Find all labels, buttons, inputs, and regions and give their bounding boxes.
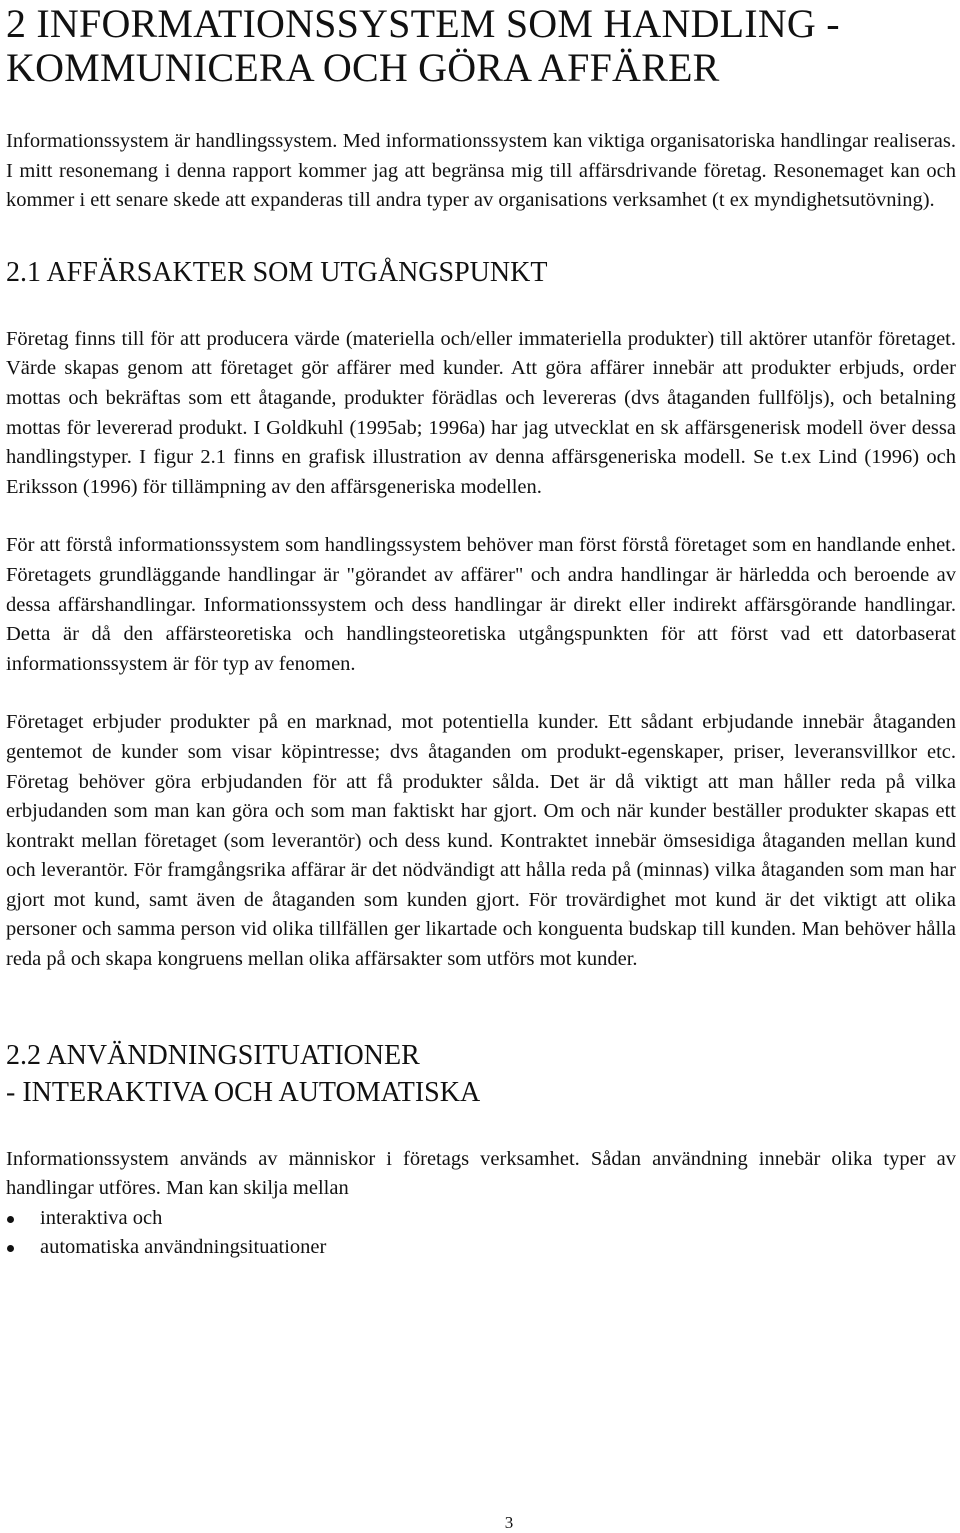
section-2-1-paragraph-1: Företag finns till för att producera värde (materiella och/eller immateriella produkter) till aktörer utanför företaget. Värde skapas genom att företaget gör affärer med kunder. Att göra affärer innebär att produkter erbjuds, order mottas och bekräftas som ett åtagande, produkter förädlas och levereras (dvs åtaganden fullföljs), och betalning mottas för levererad produkt. I Goldkuhl (1995ab; 1996a) har jag utvecklat en sk affärsgenerisk modell över dessa handlingstyper. I figur 2.1 finns en grafisk illustration av denna affärsgeneriska modell. Se t.ex Lind (1996) och Eriksson (1996) för tillämpning av den affärsgeneriska modellen. — [6, 327, 956, 498]
section-2-1-heading-text: 2.1 AFFÄRSAKTER SOM UTGÅNGSPUNKT — [6, 256, 548, 288]
section-2-1-paragraph-2: För att förstå informationssystem som handlingssystem behöver man först förstå företaget som en handlande enhet. Företagets grundläggande handlingar är "görandet av affärer" och andra handlingar är härledda och beroende av dessa affärshandlingar. Informationssystem och dess handlingar är direkt eller indirekt affärsgörande handlingar. Detta är då den affärsteoretiska och handlingsteoretiska utgångspunkten för att först vad ett datorbaserat informationssystem är för typ av fenomen. — [6, 534, 956, 675]
section-2-1-heading — [6, 254, 956, 291]
section-2-2-heading — [6, 1037, 956, 1111]
usage-situation-list — [6, 1204, 956, 1263]
intro-paragraph: Informationssystem är handlingssystem. Med informationssystem kan viktiga organisatoriska handlingar realiseras. I mitt resonemang i denna rapport kommer jag att begränsa mig till affärsdrivande företag. Resonemaget kan och kommer i ett senare skede att expanderas till andra typer av organisations verksamhet (t ex myndighetsutövning). — [6, 130, 956, 212]
document-page — [6, 0, 956, 1263]
chapter-title-line-1: 2 INFORMATIONSSYSTEM SOM HANDLING - — [6, 1, 840, 46]
chapter-title-line-2: KOMMUNICERA OCH GÖRA AFFÄRER — [6, 45, 720, 90]
list-item — [6, 1233, 956, 1263]
list-item — [6, 1204, 956, 1234]
section-2-2-heading-line-1: 2.2 ANVÄNDNINGSITUATIONER — [6, 1039, 420, 1071]
chapter-title — [6, 0, 956, 90]
list-item-text: automatiska användningsituationer — [40, 1236, 327, 1259]
list-item-text: interaktiva och — [40, 1206, 163, 1229]
bullet-icon — [7, 1216, 14, 1223]
page-number: 3 — [504, 1513, 514, 1532]
section-2-2-heading-line-2: - INTERAKTIVA OCH AUTOMATISKA — [6, 1076, 481, 1108]
bullet-icon — [7, 1245, 14, 1252]
section-2-2-paragraph: Informationssystem används av människor i företags verksamhet. Sådan användning innebär olika typer av handlingar utföres. Man kan skilja mellan — [6, 1147, 956, 1200]
section-2-1-paragraph-3: Företaget erbjuder produkter på en marknad, mot potentiella kunder. Ett sådant erbjudande innebär åtaganden gentemot de kunder som visar köpintresse; dvs åtaganden om produkt-egenskaper, priser, leveransvillkor etc. Företag behöver göra erbjudanden för att få produkter sålda. Det är då viktigt att man håller reda på vilka erbjudanden som man kan göra och som man faktiskt har gjort. Om och när kunder beställer produkter skapas ett kontrakt mellan företaget (som leverantör) och dess kund. Kontraktet innebär ömsesidiga åtaganden mellan kund och leverantör. För framgångsrika affärar är det nödvändigt att hålla reda på (minnas) vilka åtaganden som man har gjort mot kund, samt även de åtaganden som kunden gjort. För trovärdighet mot kund är det viktigt att olika personer och samma person vid olika tillfällen ger likartade och konguenta budskap till kunden. Man behöver hålla reda på och skapa kongruens mellan olika affärsakter som utförs mot kunder. — [6, 711, 956, 971]
